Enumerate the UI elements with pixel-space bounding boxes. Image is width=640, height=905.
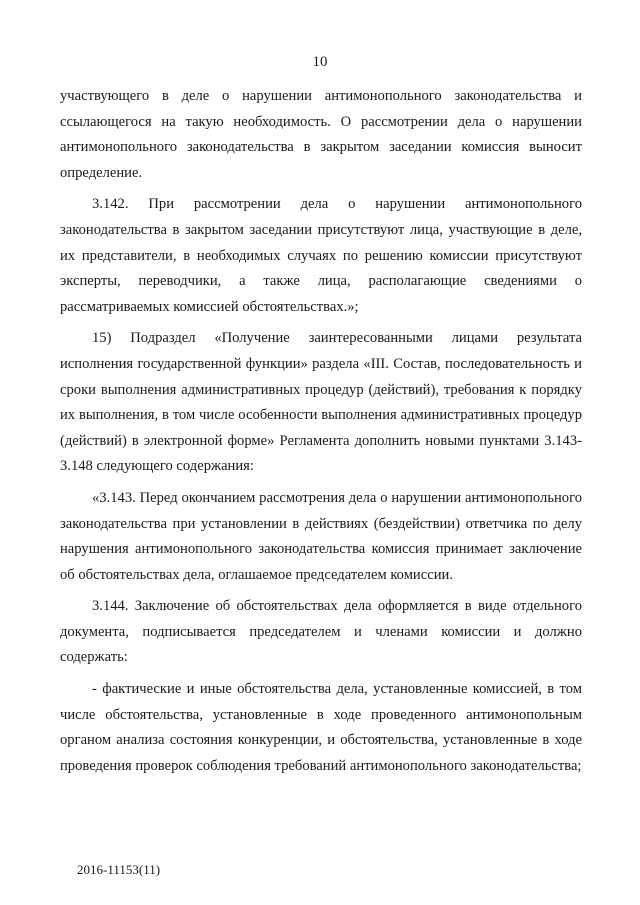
- document-code: 2016-11153(11): [77, 862, 161, 877]
- page-number: 10: [312, 54, 328, 70]
- list-item-circumstances: - фактические и иные обстоятельства дела, установленные комиссией, в том числе обстоятельства, установленные в ходе проведенного антимонопольным органом анализа состояния конкуренции, и обстоятельства, установленные в ходе проведения проверок соблюдения требований антимонопольного законодательства;: [60, 681, 582, 774]
- paragraph-continuation: участвующего в деле о нарушении антимонопольного законодательства и ссылающегося на такую необходимость. О рассмотрении дела о нарушении антимонопольного законодательства в закрытом заседании комиссия выносит определение.: [60, 88, 582, 181]
- paragraph-3-143: «3.143. Перед окончанием рассмотрения дела о нарушении антимонопольного законодательства при установлении в действиях (бездействии) ответчика по делу нарушения антимонопольного законодательства комиссия принимает заключение об обстоятельствах дела, оглашаемое председателем комиссии.: [60, 489, 582, 583]
- document-body: [60, 84, 582, 785]
- paragraph-3-144: 3.144. Заключение об обстоятельствах дела оформляется в виде отдельного документа, подписывается председателем и членами комиссии и должно содержать:: [60, 598, 582, 666]
- paragraph-item-15: 15) Подраздел «Получение заинтересованными лицами результата исполнения государственной функции» раздела «III. Состав, последовательность и сроки выполнения административных процедур (действий), требования к порядку их выполнения, в том числе особенности выполнения административных процедур (действий) в электронной форме» Регламента дополнить новыми пунктами 3.143-3.148 следующего содержания:: [60, 330, 582, 475]
- paragraph-3-142: 3.142. При рассмотрении дела о нарушении антимонопольного законодательства в закрытом заседании присутствуют лица, участвующие в деле, их представители, в необходимых случаях по решению комиссии присутствуют эксперты, переводчики, а также лица, располагающие сведениями о рассматриваемых комиссией обстоятельствах.»;: [60, 196, 582, 315]
